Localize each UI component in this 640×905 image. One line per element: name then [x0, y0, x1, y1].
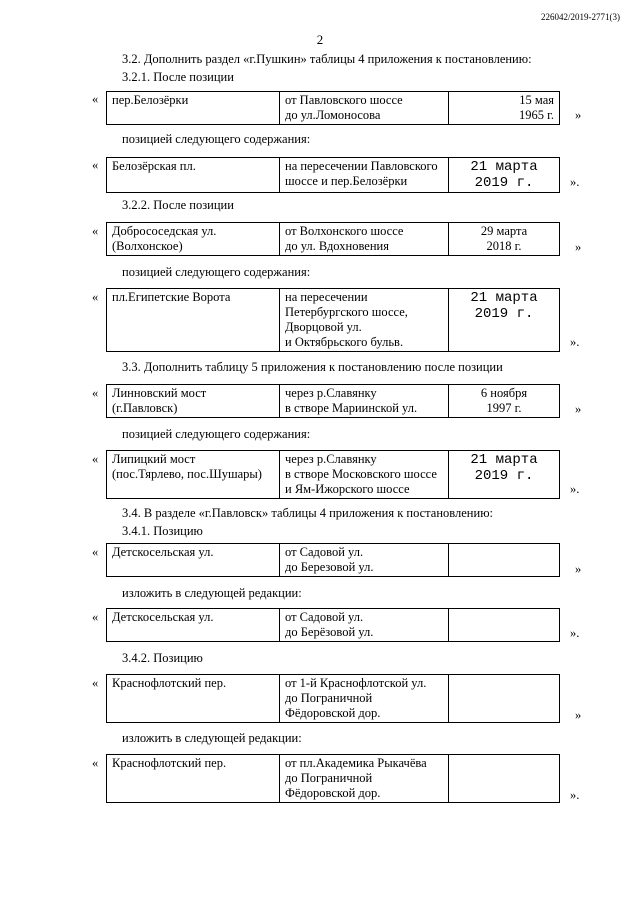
open-quote: «: [92, 158, 99, 172]
page-number: 2: [316, 32, 324, 47]
position-table: [106, 91, 560, 125]
open-quote: «: [92, 756, 99, 770]
position-table: [106, 754, 560, 803]
position-table: [106, 157, 560, 193]
bridge-location: через р.Славянку в створе Московского шоссе и Ям-Ижорского шоссе: [280, 451, 449, 499]
street-name: Краснофлотский пер.: [107, 755, 280, 803]
naming-date-stamp: 21 марта 2019 г.: [449, 289, 560, 352]
open-quote: «: [92, 224, 99, 238]
street-location: от 1-й Краснофлотской ул. до Пограничной Фёдоровской дор.: [280, 675, 449, 723]
para-3-2-2: 3.2.2. После позиции: [122, 198, 234, 212]
position-table: [106, 674, 560, 723]
doc-number: 226042/2019-2771(3): [541, 12, 620, 22]
naming-date: [449, 675, 560, 723]
bridge-location: через р.Славянку в створе Мариинской ул.: [280, 385, 449, 418]
new-position-intro: позицией следующего содержания:: [122, 132, 311, 146]
para-3-2-1: 3.2.1. После позиции: [122, 70, 234, 84]
position-table: [106, 608, 560, 642]
close-quote: ».: [570, 482, 580, 496]
open-quote: «: [92, 676, 99, 690]
position-table: [106, 222, 560, 256]
street-name: Детскосельская ул.: [107, 544, 280, 577]
street-location: от Садовой ул. до Березовой ул.: [280, 544, 449, 577]
street-location: от Волхонского шоссе до ул. Вдохновения: [280, 223, 449, 256]
close-quote: »: [575, 240, 582, 254]
para-3-3: 3.3. Дополнить таблицу 5 приложения к постановлению после позиции: [122, 360, 503, 374]
street-name: Белозёрская пл.: [107, 158, 280, 193]
street-name: пер.Белозёрки: [107, 92, 280, 125]
edit-intro: изложить в следующей редакции:: [122, 731, 302, 745]
close-quote: »: [575, 108, 582, 122]
open-quote: «: [92, 290, 99, 304]
street-name: пл.Египетские Ворота: [107, 289, 280, 352]
open-quote: «: [92, 610, 99, 624]
close-quote: ».: [570, 626, 580, 640]
close-quote: »: [575, 402, 582, 416]
close-quote: ».: [570, 788, 580, 802]
close-quote: ».: [570, 175, 580, 189]
position-table: [106, 384, 560, 418]
open-quote: «: [92, 386, 99, 400]
street-name: Краснофлотский пер.: [107, 675, 280, 723]
bridge-name: Липицкий мост (пос.Тярлево, пос.Шушары): [107, 451, 280, 499]
street-name: Детскосельская ул.: [107, 609, 280, 642]
naming-date: [449, 755, 560, 803]
street-location: от пл.Академика Рыкачёва до Пограничной Фёдоровской дор.: [280, 755, 449, 803]
naming-date-stamp: 21 марта 2019 г.: [449, 451, 560, 499]
para-3-4-1: 3.4.1. Позицию: [122, 524, 203, 538]
street-location: от Павловского шоссе до ул.Ломоносова: [280, 92, 449, 125]
street-location: на пересечении Павловского шоссе и пер.Белозёрки: [280, 158, 449, 193]
para-3-4-2: 3.4.2. Позицию: [122, 651, 203, 665]
position-table: [106, 543, 560, 577]
street-name: Добрососедская ул. (Волхонское): [107, 223, 280, 256]
new-position-intro: позицией следующего содержания:: [122, 265, 311, 279]
naming-date: [449, 544, 560, 577]
open-quote: «: [92, 452, 99, 466]
para-3-4: 3.4. В разделе «г.Павловск» таблицы 4 приложения к постановлению:: [122, 506, 494, 520]
close-quote: ».: [570, 335, 580, 349]
naming-date: [449, 609, 560, 642]
bridge-name: Линновский мост (г.Павловск): [107, 385, 280, 418]
open-quote: «: [92, 545, 99, 559]
open-quote: «: [92, 92, 99, 106]
street-location: на пересечении Петербургского шоссе, Дворцовой ул. и Октябрьского бульв.: [280, 289, 449, 352]
edit-intro: изложить в следующей редакции:: [122, 586, 302, 600]
close-quote: »: [575, 708, 582, 722]
naming-date: 15 мая 1965 г.: [449, 92, 560, 125]
para-3-2: 3.2. Дополнить раздел «г.Пушкин» таблицы 4 приложения к постановлению:: [122, 52, 532, 66]
naming-date-stamp: 21 марта 2019 г.: [449, 158, 560, 193]
street-location: от Садовой ул. до Берёзовой ул.: [280, 609, 449, 642]
position-table: [106, 288, 560, 352]
new-position-intro: позицией следующего содержания:: [122, 427, 311, 441]
position-table: [106, 450, 560, 499]
naming-date: 29 марта 2018 г.: [449, 223, 560, 256]
naming-date: 6 ноября 1997 г.: [449, 385, 560, 418]
close-quote: »: [575, 562, 582, 576]
